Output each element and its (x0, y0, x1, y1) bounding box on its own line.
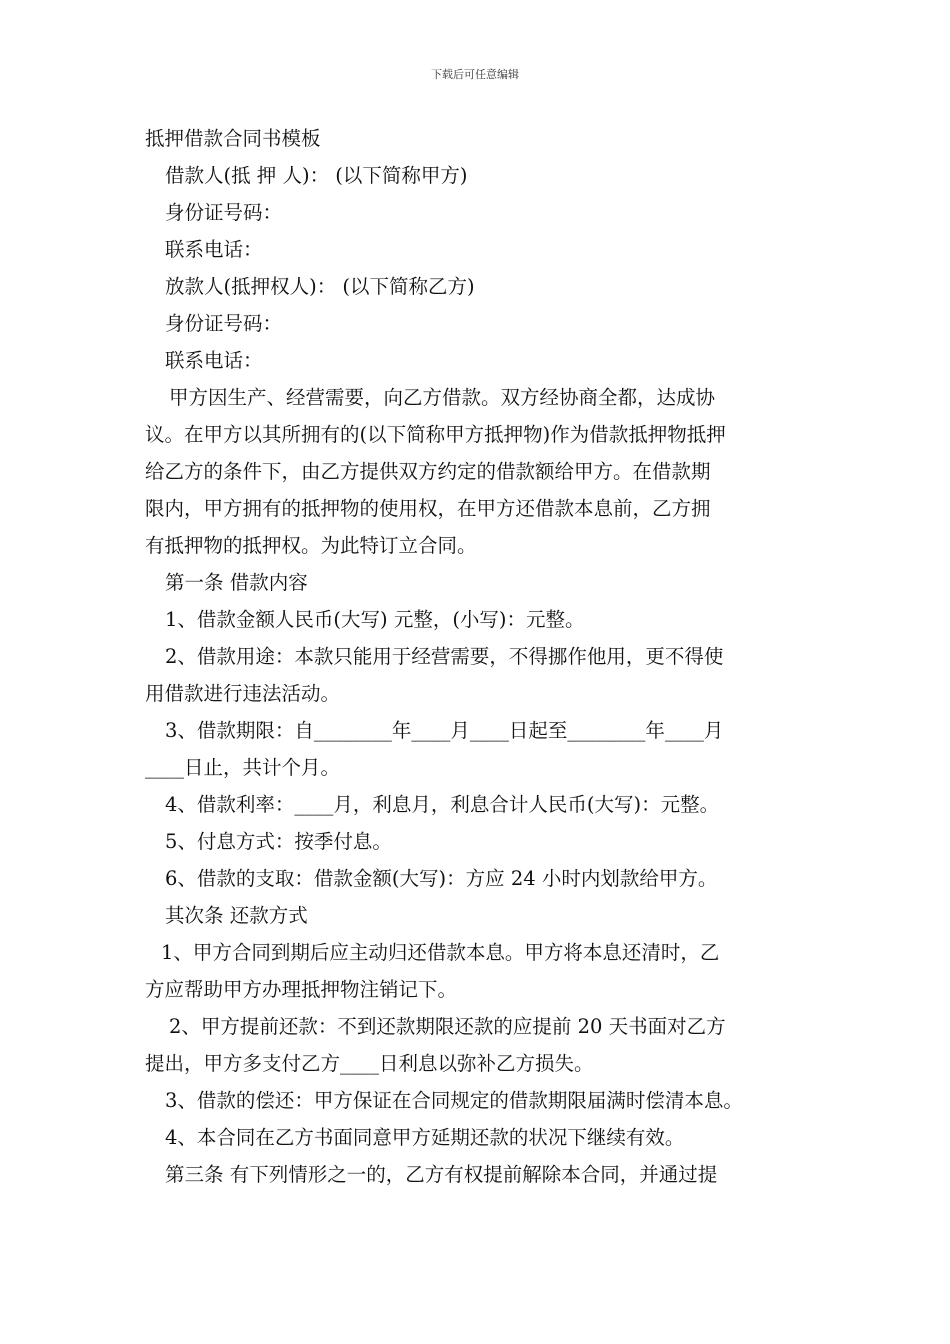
section-heading: 第三条 有下列情形之一的，乙方有权提前解除本合同，并通过提 (165, 1163, 718, 1186)
paragraph-line: 1、借款金额人民币(大写) 元整，(小写)：元整。 (165, 608, 585, 631)
page-header: 下载后可任意编辑 (431, 68, 519, 81)
document-title: 抵押借款合同书模板 (145, 127, 321, 150)
paragraph-line: 4、本合同在乙方书面同意甲方延期还款的状况下继续有效。 (165, 1126, 685, 1149)
paragraph-line: 4、借款利率：____月，利息月，利息合计人民币(大写)：元整。 (165, 793, 720, 816)
paragraph-line: 3、借款期限：自________年____月____日起至________年____月 (165, 719, 724, 742)
paragraph-line: 提出，甲方多支付乙方____日利息以弥补乙方损失。 (145, 1052, 594, 1075)
paragraph-line: 5、付息方式：按季付息。 (165, 830, 392, 853)
paragraph-line: 用借款进行违法活动。 (145, 682, 341, 705)
paragraph-line: 联系电话： (165, 349, 263, 372)
paragraph-line: 3、借款的偿还：甲方保证在合同规定的借款期限届满时偿清本息。 (165, 1089, 743, 1112)
paragraph-line: 2、借款用途：本款只能用于经营需要，不得挪作他用，更不得使 (165, 645, 724, 668)
paragraph-line: 方应帮助甲方办理抵押物注销记下。 (145, 978, 458, 1001)
paragraph-line: 甲方因生产、经营需要，向乙方借款。双方经协商全都，达成协 (169, 386, 716, 409)
paragraph-line: 身份证号码： (165, 312, 283, 335)
paragraph-line: 6、借款的支取：借款金额(大写)：方应 24 小时内划款给甲方。 (165, 867, 718, 890)
paragraph-line: 有抵押物的抵押权。为此特订立合同。 (145, 534, 477, 557)
paragraph-line: 身份证号码： (165, 201, 283, 224)
section-heading: 其次条 还款方式 (165, 904, 308, 927)
paragraph-line: ____日止，共计个月。 (145, 756, 341, 779)
paragraph-line: 给乙方的条件下，由乙方提供双方约定的借款额给甲方。在借款期 (145, 460, 711, 483)
section-heading: 第一条 借款内容 (165, 571, 308, 594)
paragraph-line: 限内，甲方拥有的抵押物的使用权，在甲方还借款本息前，乙方拥 (145, 497, 711, 520)
paragraph-line: 议。在甲方以其所拥有的(以下简称甲方抵押物)作为借款抵押物抵押 (145, 423, 726, 446)
paragraph-line: 借款人(抵 押 人)： (以下简称甲方) (165, 164, 468, 187)
paragraph-line: 放款人(抵押权人)： (以下简称乙方) (165, 275, 475, 298)
paragraph-line: 2、甲方提前还款：不到还款期限还款的应提前 20 天书面对乙方 (169, 1015, 726, 1038)
document-body (145, 120, 817, 1193)
paragraph-line: 联系电话： (165, 238, 263, 261)
paragraph-line: 1、甲方合同到期后应主动归还借款本息。甲方将本息还清时，乙 (161, 941, 720, 964)
